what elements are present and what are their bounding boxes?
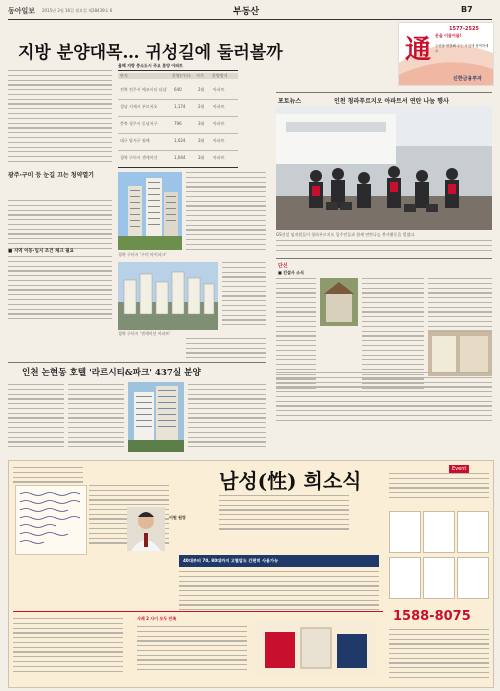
ad-big-char: 通 <box>405 35 432 65</box>
photo-caption-2: 경북 구미시 '센세이션 아파트' <box>118 331 171 336</box>
table-header: 단지 <box>120 73 128 78</box>
certificate-card <box>389 557 421 599</box>
table-cell: 아파트 <box>213 87 225 92</box>
divider <box>276 92 492 93</box>
subhead-1: 광주·구미 등 눈길 끄는 청약열기 <box>8 172 94 179</box>
table-cell: 3월 <box>198 155 205 160</box>
photo-news-title: 인천 청라푸르지오 아파트서 연탄 나눔 행사 <box>334 98 449 105</box>
photo-news-caption: GS건설 임직원들이 청라푸르지오 입주민들과 함께 연탄나눔 봉사활동을 벌였다. <box>276 232 416 237</box>
table-cell: 아파트 <box>213 104 225 109</box>
second-article-col2 <box>68 384 124 451</box>
table-cell: 1,174 <box>174 104 186 109</box>
building-photo-2 <box>118 262 218 330</box>
table-cell: 충북 청주시 동남지구 <box>120 121 158 126</box>
ad-notes <box>13 467 83 483</box>
paper-name: 동아일보 <box>8 6 36 15</box>
brief-photo-2 <box>428 330 492 376</box>
table-cell: 아파트 <box>213 121 225 126</box>
ad-bottom-strip <box>13 611 383 682</box>
brief-col3 <box>428 278 492 335</box>
second-article-col3 <box>188 384 266 451</box>
ad-strip-col2 <box>137 626 247 674</box>
bottom-ad[interactable] <box>8 460 494 688</box>
building-photo-1 <box>118 172 182 250</box>
subhead-2: ■ 지역 이동·입지 조건 체크 필요 <box>8 249 74 254</box>
certificate-card <box>457 511 489 553</box>
certificate-card <box>389 511 421 553</box>
table-header: 분양(가구) <box>172 73 191 78</box>
table-cell: 2월 <box>198 87 205 92</box>
photo-news-label: 포토뉴스 <box>278 98 302 105</box>
main-headline: 지방 분양대목… 귀성길에 둘러볼까 <box>18 43 283 63</box>
divider <box>8 362 266 363</box>
certificate-card <box>457 557 489 599</box>
table-cell: 대구 달서구 월배 <box>120 138 150 143</box>
certificate-card <box>423 511 455 553</box>
table-cell: 경북 구미시 센세이션 <box>120 155 158 160</box>
ad-company: 신한금융투자 <box>453 76 482 82</box>
top-ad[interactable] <box>398 22 494 86</box>
table-cell: 3월 <box>198 138 205 143</box>
ad-headline: 남성(性) 희소식 <box>219 469 362 493</box>
doctor-name: 이원 원장 <box>169 515 186 520</box>
ad-right-lines <box>389 473 489 502</box>
photo-caption-1: 경북 구미시 '구미 아이파크' <box>118 252 167 257</box>
table-cell: 1,044 <box>174 155 186 160</box>
main-article-body-col1b <box>8 200 112 253</box>
page-number: B7 <box>461 5 473 14</box>
table-cell: 640 <box>174 87 182 92</box>
product-photo <box>255 620 375 676</box>
table-cell: 전북 전주시 에코시티 더샵 <box>120 87 167 92</box>
table-row <box>118 83 238 100</box>
divider <box>276 258 492 259</box>
main-article-body-col3 <box>186 172 266 253</box>
table-cell: 3월 <box>198 121 205 126</box>
masthead-rule <box>8 19 492 20</box>
table-header: 시기 <box>196 73 204 78</box>
event-tag: Event <box>449 465 469 473</box>
masthead <box>8 4 492 18</box>
table-title: 올해 지방 중소도시 주요 분양 아파트 <box>118 63 183 68</box>
ad-mid-lines <box>179 571 379 614</box>
table-row <box>118 151 238 168</box>
table-cell: 아파트 <box>213 138 225 143</box>
main-article-body-col4 <box>222 262 266 329</box>
photo-news-image <box>276 106 492 230</box>
section-title: 부동산 <box>233 7 260 17</box>
ad-letter <box>15 485 87 555</box>
brief-heading: ■ 건설사 소식 <box>278 270 304 275</box>
table-header-row <box>118 73 238 79</box>
table-row <box>118 134 238 151</box>
issue-date: 2015년 2월 16일 월요일 제28439호 6 <box>42 8 113 13</box>
table-cell: 경남 거제시 푸르지오 <box>120 104 158 109</box>
ad-right-bottom-lines <box>389 629 489 682</box>
table-cell: 2월 <box>198 104 205 109</box>
brief-photo-1 <box>320 278 358 326</box>
table-row <box>118 117 238 134</box>
table-header: 분양방식 <box>212 73 228 78</box>
main-article-body-col1 <box>8 70 112 166</box>
ad-banner-text: 40대부터 70, 80대까지 고혈압도 간편히 사용가능 <box>183 558 279 563</box>
doctor-photo <box>127 507 165 551</box>
ad-banner <box>179 555 379 567</box>
table-body <box>118 83 238 168</box>
main-article-body-col1c <box>8 256 112 323</box>
hotel-rendering <box>128 382 184 452</box>
table-row <box>118 100 238 117</box>
ad-phrase: 운을 이끌어줄! <box>435 33 462 38</box>
table-cell: 아파트 <box>213 155 225 160</box>
ad-certificates <box>389 511 489 601</box>
second-headline: 인천 논현동 호텔 '라르시티&파크' 437실 분양 <box>22 368 201 378</box>
brief-label: 단신 <box>278 263 288 269</box>
project-table <box>118 63 238 169</box>
handwriting-graphic <box>16 486 86 554</box>
table-cell: 796 <box>174 121 182 126</box>
brief-bottom <box>276 372 492 425</box>
ad-sub-banner: 사례 2 사이 모두 만족 <box>137 616 177 621</box>
table-cell: 1,024 <box>174 138 186 143</box>
second-article-col1 <box>8 384 64 451</box>
ad-phone-number[interactable]: 1588-8075 <box>393 609 471 624</box>
certificate-card <box>423 557 455 599</box>
ad-phone: 1577-2525 <box>449 26 479 32</box>
ad-strip-col1 <box>13 618 123 675</box>
photo-news-caption-lines <box>276 240 492 254</box>
ad-body-lines <box>219 495 349 533</box>
ad-line1: 우산을 연결해 주는 사업에 참여하세요 <box>435 44 489 53</box>
